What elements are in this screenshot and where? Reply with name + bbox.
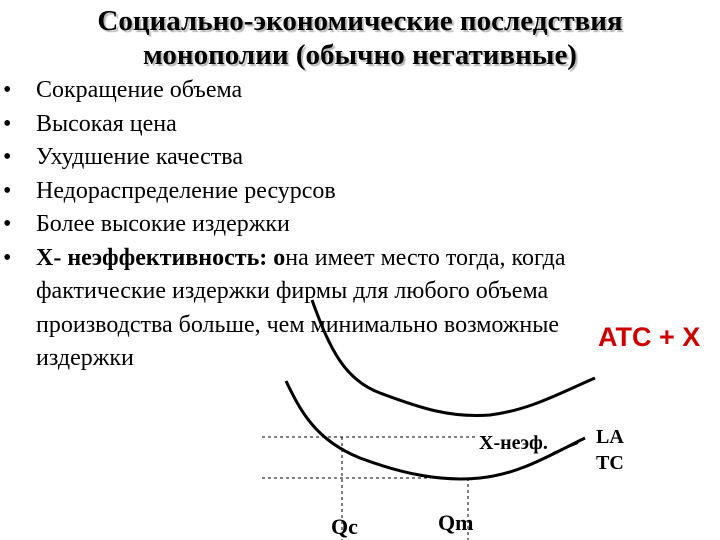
bullet-text: Высокая цена	[36, 110, 177, 137]
x-inefficiency-line-4: издержки	[36, 345, 134, 371]
x-inefficiency-line-3: производства больше, чем минимально возможные	[36, 311, 559, 338]
title-line-1: Социально-экономические последствия	[97, 5, 623, 37]
bullet-icon: •	[3, 77, 12, 103]
latc-curve	[286, 381, 585, 479]
bullet-text: Ухудшение качества	[36, 144, 243, 170]
bullet-text: Недораспределение ресурсов	[36, 177, 336, 204]
latc-label	[596, 424, 624, 476]
title-line-2: монополии (обычно негативные)	[143, 39, 577, 71]
bullet-icon: •	[3, 211, 12, 237]
latc-label-line-2: TC	[596, 452, 624, 474]
qm-label: Qm	[438, 510, 474, 535]
x-inefficiency-line-2: фактические издержки фирмы для любого объема	[36, 278, 549, 304]
bullet-text: Более высокие издержки	[36, 211, 290, 237]
bullet-icon: •	[3, 244, 12, 271]
x-inefficiency-gap-label: Х-неэф.	[479, 432, 548, 454]
x-inefficiency-definition-start: на имеет место тогда, когда	[285, 244, 566, 271]
atc-plus-x-label: ATC + X	[598, 322, 701, 352]
atc-plus-x-curve	[312, 300, 595, 416]
latc-label-line-1: LA	[596, 426, 624, 448]
bullet-icon: •	[3, 177, 12, 204]
qc-label: Qc	[331, 514, 358, 539]
bullet-icon: •	[3, 144, 12, 170]
bullet-icon: •	[3, 110, 12, 137]
x-inefficiency-pointer	[553, 443, 578, 453]
bullet-text: Сокращение объема	[36, 77, 243, 103]
x-inefficiency-term: Х- неэффективность: о	[36, 244, 286, 271]
